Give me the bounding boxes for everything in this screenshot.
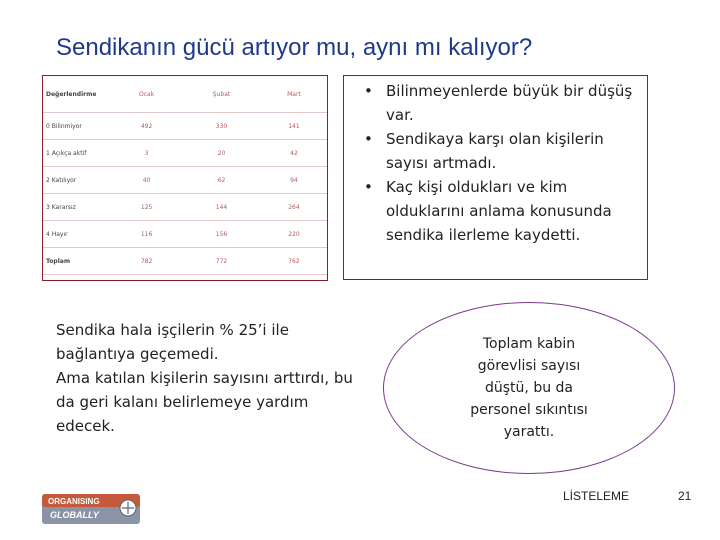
table-cell: 220: [261, 221, 327, 248]
table-header-cell: Şubat: [182, 76, 261, 113]
table-row-label: 4 Hayır: [43, 221, 111, 248]
table-cell: 782: [111, 248, 182, 275]
table-row: [43, 167, 327, 194]
table-cell: 144: [182, 194, 261, 221]
table-header-cell: Ocak: [111, 76, 182, 113]
bullet-text: Sendikaya karşı olan kişilerin sayısı artmadı.: [386, 130, 604, 172]
table-row-label: 1 Açıkça aktif: [43, 140, 111, 167]
bullet-list: [350, 79, 641, 247]
table-cell: 156: [182, 221, 261, 248]
data-table: [43, 76, 327, 275]
bullet-item: [350, 127, 641, 175]
table-cell: 125: [111, 194, 182, 221]
table-row: [43, 194, 327, 221]
logo-line-2: GLOBALLY: [50, 510, 99, 520]
slide-title: Sendikanın gücü artıyor mu, aynı mı kalıyor?: [56, 34, 533, 61]
table-row: [43, 140, 327, 167]
table-header-cell: Mart: [261, 76, 327, 113]
footer-label: LİSTELEME: [563, 489, 630, 503]
bullet-icon: •: [364, 178, 373, 196]
bullet-item: [350, 79, 641, 127]
table-cell: 141: [261, 113, 327, 140]
organising-globally-logo: [42, 490, 140, 526]
left-text-block: [56, 318, 366, 438]
table-cell: 330: [182, 113, 261, 140]
table-cell: 94: [261, 167, 327, 194]
bullet-text: Kaç kişi oldukları ve kim olduklarını anlama konusunda sendika ilerleme kaydetti.: [386, 178, 612, 244]
bullet-text: Bilinmeyenlerde büyük bir düşüş var.: [386, 82, 633, 124]
table-cell: 20: [182, 140, 261, 167]
data-table-panel: [42, 75, 328, 281]
table-cell: 3: [111, 140, 182, 167]
callout-oval: [383, 302, 675, 474]
table-cell: 264: [261, 194, 327, 221]
left-text-paragraph: Sendika hala işçilerin % 25’i ile bağlantıya geçemedi.: [56, 321, 289, 363]
table-cell: 762: [261, 248, 327, 275]
left-text-paragraph: Ama katılan kişilerin sayısını arttırdı, bu da geri kalanı belirlemeye yardım edecek.: [56, 369, 353, 435]
bullet-list-panel: [343, 75, 648, 280]
table-total-row: [43, 248, 327, 275]
table-cell: 772: [182, 248, 261, 275]
table-row-label: 0 Bilinmiyor: [43, 113, 111, 140]
logo-graphic: [42, 490, 140, 526]
bullet-icon: •: [364, 82, 373, 100]
bullet-item: [350, 175, 641, 247]
table-cell: 62: [182, 167, 261, 194]
table-row-label: Toplam: [43, 248, 111, 275]
table-row: [43, 221, 327, 248]
table-cell: 492: [111, 113, 182, 140]
table-header-cell: Değerlendirme: [43, 76, 111, 113]
page-number: 21: [678, 489, 692, 503]
table-cell: 40: [111, 167, 182, 194]
bullet-icon: •: [364, 130, 373, 148]
callout-text: Toplam kabin görevlisi sayısı düştü, bu da personel sıkıntısı yarattı.: [470, 336, 588, 440]
table-header-row: [43, 76, 327, 113]
table-cell: 116: [111, 221, 182, 248]
table-row-label: 3 Kararsız: [43, 194, 111, 221]
table-row-label: 2 Katılıyor: [43, 167, 111, 194]
table-row: [43, 113, 327, 140]
logo-line-1: ORGANISING: [48, 497, 100, 506]
table-cell: 42: [261, 140, 327, 167]
